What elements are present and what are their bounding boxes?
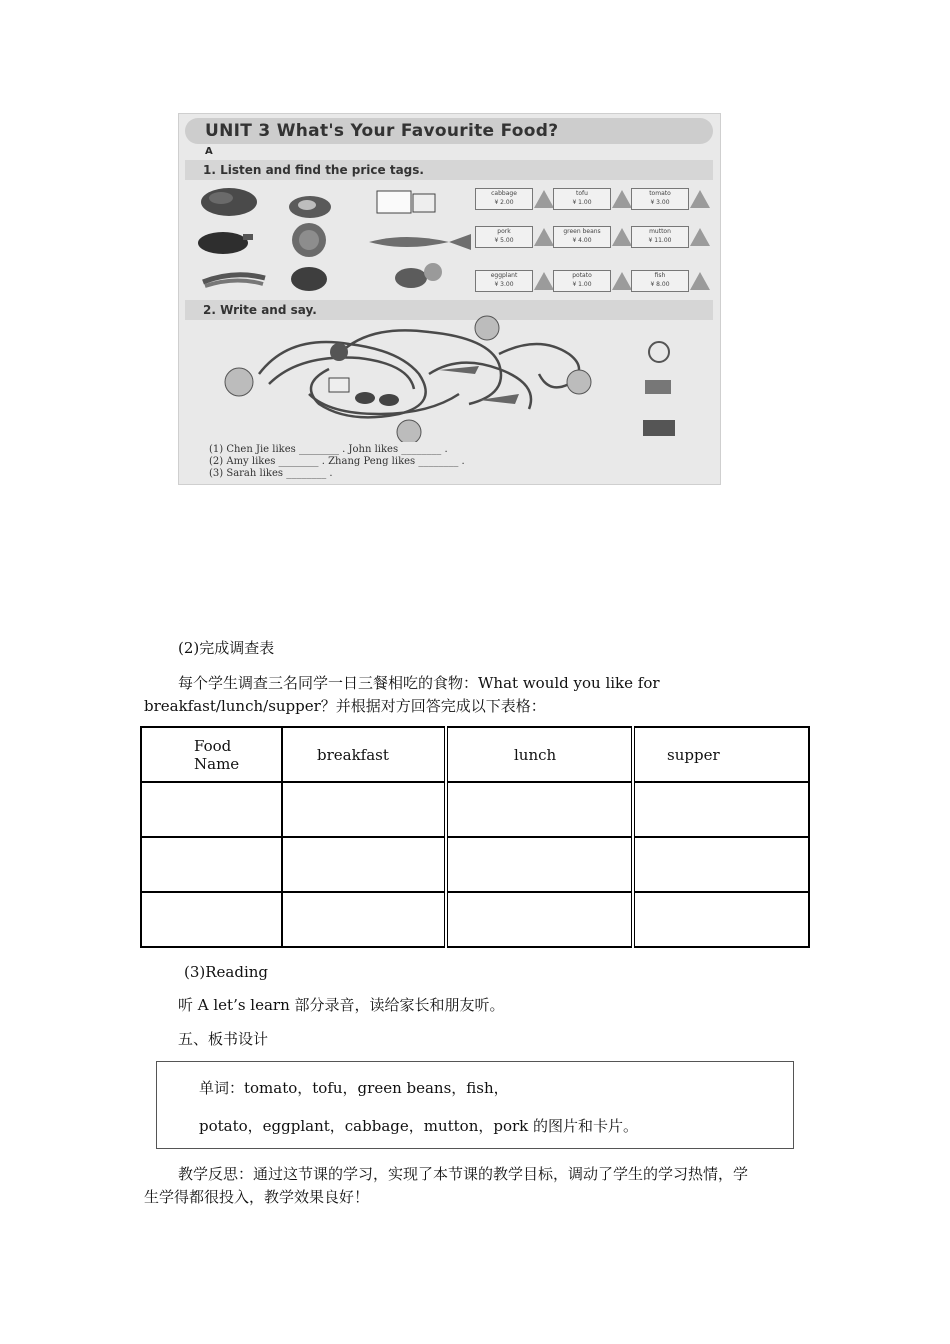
sentence: (2) Amy likes ________ . Zhang Peng likes ________ .	[209, 456, 465, 467]
table-cell[interactable]	[633, 892, 809, 947]
table-cell[interactable]	[633, 837, 809, 892]
survey-instruction-cont: breakfast/lunch/supper？并根据对方回答完成以下表格：	[144, 697, 546, 715]
column-header-food-name: Food Name	[141, 727, 282, 782]
table-cell[interactable]	[446, 782, 633, 837]
tomato-illustration	[289, 264, 329, 292]
survey-heading: (2)完成调查表	[178, 639, 275, 657]
sentence: (1) Chen Jie likes ________ . John likes ________ .	[209, 444, 448, 455]
table-cell[interactable]	[141, 782, 282, 837]
price-tag: eggplant ¥ 3.00	[475, 270, 553, 292]
board-design-box	[156, 1061, 794, 1149]
table-header-row	[141, 727, 809, 782]
column-header-lunch: lunch	[446, 727, 633, 782]
mutton-illustration	[389, 260, 449, 290]
board-words-line1: 单词：tomato，tofu，green beans，fish，	[199, 1079, 509, 1097]
price-tag: tofu ¥ 1.00	[553, 188, 631, 210]
table-cell[interactable]	[282, 892, 446, 947]
price-tag: potato ¥ 1.00	[553, 270, 631, 292]
round-cabbage-illustration	[281, 222, 337, 258]
survey-table	[140, 726, 810, 948]
worksheet-image	[178, 113, 721, 485]
table-row	[141, 782, 809, 837]
price-tag: green beans ¥ 4.00	[553, 226, 631, 248]
section-label: A	[205, 146, 213, 157]
sentence: (3) Sarah likes ________ .	[209, 468, 333, 479]
board-design-heading: 五、板书设计	[178, 1030, 269, 1048]
table-cell[interactable]	[282, 837, 446, 892]
price-tag: cabbage ¥ 2.00	[475, 188, 553, 210]
table-cell[interactable]	[282, 782, 446, 837]
tofu-illustration	[375, 188, 437, 214]
table-cell[interactable]	[633, 782, 809, 837]
table-row	[141, 892, 809, 947]
column-header-supper: supper	[633, 727, 809, 782]
task1-heading: 1. Listen and find the price tags.	[185, 160, 713, 180]
reading-heading: (3)Reading	[184, 963, 269, 981]
board-words-line2: potato，eggplant，cabbage，mutton，pork 的图片和卡片。	[199, 1117, 639, 1135]
table-cell[interactable]	[141, 837, 282, 892]
fish-illustration	[365, 232, 475, 252]
reflection-text: 教学反思：通过这节课的学习，实现了本节课的教学目标，调动了学生的学习热情，学	[178, 1165, 749, 1183]
eggplant-illustration	[195, 226, 255, 256]
green-beans-illustration	[199, 268, 269, 290]
meat-illustration	[287, 194, 333, 220]
worksheet-title: UNIT 3 What's Your Favourite Food?	[185, 118, 713, 144]
maze-illustration	[199, 314, 709, 442]
table-row	[141, 837, 809, 892]
survey-instruction: 每个学生调查三名同学一日三餐相吃的食物：What would you like for	[178, 674, 660, 692]
fill-in-sentences	[209, 444, 465, 480]
price-tag: tomato ¥ 3.00	[631, 188, 709, 210]
price-tag: fish ¥ 8.00	[631, 270, 709, 292]
table-cell[interactable]	[446, 892, 633, 947]
reflection-text-cont: 生学得都很投入，教学效果良好！	[144, 1188, 370, 1206]
cabbage-illustration	[199, 186, 259, 218]
task2-heading: 2. Write and say.	[185, 300, 713, 320]
table-cell[interactable]	[141, 892, 282, 947]
column-header-breakfast: breakfast	[282, 727, 446, 782]
table-cell[interactable]	[446, 837, 633, 892]
reading-instruction: 听 A let’s learn 部分录音，读给家长和朋友听。	[178, 996, 505, 1014]
price-tag: mutton ¥ 11.00	[631, 226, 709, 248]
price-tag: pork ¥ 5.00	[475, 226, 553, 248]
